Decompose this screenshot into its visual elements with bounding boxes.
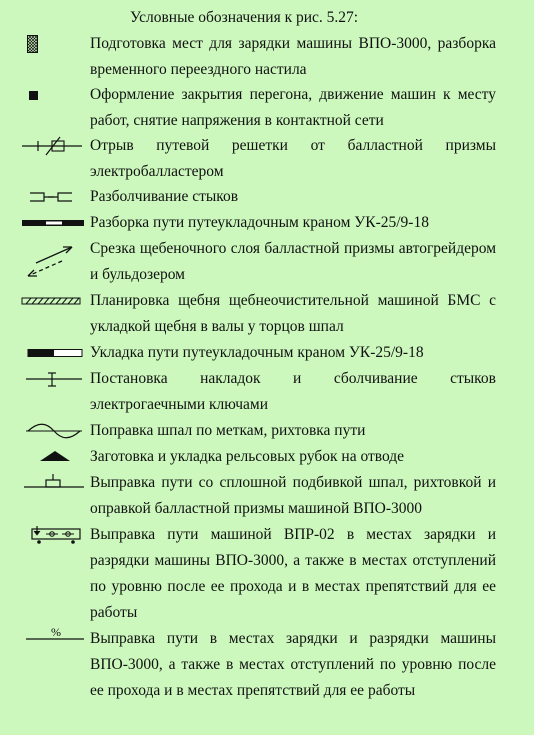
svg-text:%: %	[51, 626, 61, 639]
legend-title: Условные обозначения к рис. 5.27:	[130, 9, 359, 26]
legend-item	[0, 210, 534, 236]
legend-item	[0, 470, 534, 522]
track-lifting-icon	[0, 470, 88, 496]
legend-text: Срезка щебеночного слоя балластной призмы автогрейдером и бульдозером	[90, 240, 496, 283]
legend-text: Заготовка и укладка рельсовых рубок на отводе	[90, 448, 405, 465]
legend-item	[0, 444, 534, 470]
black-square-icon	[0, 82, 88, 108]
legend-item	[0, 236, 534, 288]
legend-text: Выправка пути со сплошной подбивкой шпал, рихтовкой и оправкой балластной призмы машиной ВПО-3000	[90, 474, 496, 517]
legend-item	[0, 340, 534, 366]
double-arrow-diagonal-icon	[0, 236, 88, 262]
wave-line-icon	[0, 418, 88, 444]
track-laying-bar-icon	[0, 340, 88, 366]
legend-item	[0, 133, 534, 185]
legend-text: Выправка пути машиной ВПР-02 в местах зарядки и разрядки машины ВПО-3000, а также в местах отступлений по уровню после ее прохода и в местах препятствий для ее работы	[90, 526, 496, 621]
legend-text: Разборка пути путеукладочным краном УК-25/9-18	[90, 214, 429, 231]
triangle-icon	[0, 444, 88, 470]
legend-text: Поправка шпал по меткам, рихтовка пути	[90, 422, 366, 439]
legend-text: Оформление закрытия перегона, движение машин к месту работ, снятие напряжения в контактной сети	[90, 86, 496, 129]
vpr-machine-icon	[0, 522, 88, 548]
legend-text: Выправка пути в местах зарядки и разрядки машины ВПО-3000, а также в местах отступлений по уровню после ее прохода и в местах препятствий для ее работы	[90, 630, 496, 699]
hatched-bar-icon	[0, 288, 88, 314]
legend-text: Подготовка мест для зарядки машины ВПО-3000, разборка временного переездного настила	[90, 35, 496, 78]
legend-text: Планировка щебня щебнеочистительной машиной БМС с укладкой щебня в валы у торцов шпал	[90, 292, 496, 335]
hatched-square-icon	[0, 31, 88, 57]
legend-item	[0, 82, 534, 134]
legend-text: Постановка накладок и сболчивание стыков электрогаечными ключами	[90, 370, 496, 413]
legend-item	[0, 522, 534, 626]
legend-item	[0, 184, 534, 210]
legend-item	[0, 418, 534, 444]
legend-text: Укладка пути путеукладочным краном УК-25/9-18	[90, 344, 424, 361]
joint-unbolting-icon	[0, 184, 88, 210]
legend-text: Отрыв путевой решетки от балластной призмы электробалластером	[90, 137, 496, 180]
legend-item	[0, 31, 534, 83]
rail-grid-break-icon	[0, 133, 88, 159]
percent-line-icon	[0, 626, 88, 652]
legend-item	[0, 288, 534, 340]
legend-item	[0, 626, 534, 704]
legend-item	[0, 366, 534, 418]
joint-bolting-icon	[0, 366, 88, 392]
legend-text: Разболчивание стыков	[90, 188, 239, 205]
track-disassembly-bar-icon	[0, 210, 88, 236]
